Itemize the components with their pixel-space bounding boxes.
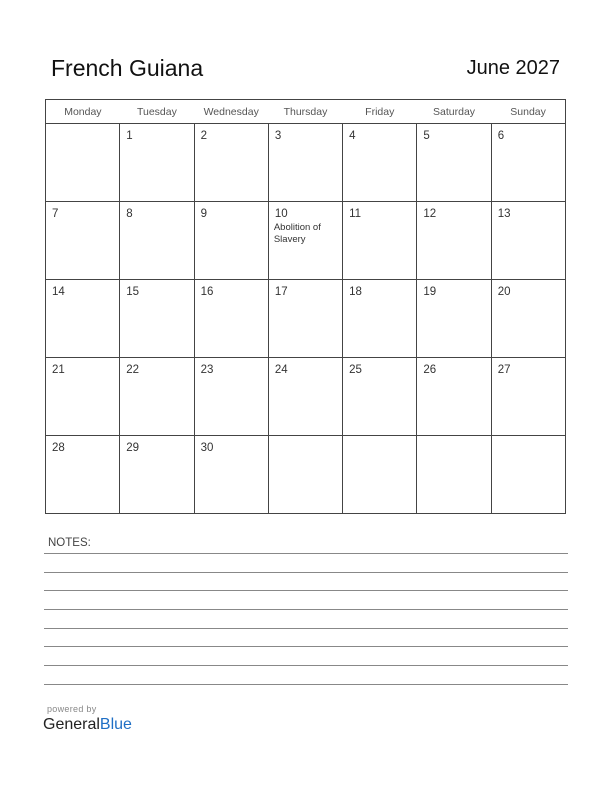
brand-logo — [43, 716, 132, 734]
calendar-day-cell — [343, 436, 417, 514]
day-number: 5 — [423, 130, 430, 142]
day-number: 16 — [200, 286, 214, 298]
calendar-day-cell — [194, 436, 268, 514]
day-number: 2 — [200, 130, 207, 142]
day-number: 18 — [349, 286, 362, 298]
calendar-day-cell — [120, 280, 194, 358]
weekday-wednesday: Wednesday — [194, 100, 268, 124]
calendar-week-row — [46, 358, 566, 436]
day-number: 7 — [52, 208, 59, 220]
weekday-friday: Friday — [343, 100, 417, 124]
calendar-day-cell — [46, 280, 120, 358]
calendar-day-cell — [194, 202, 268, 280]
weekday-tuesday: Tuesday — [120, 100, 194, 124]
calendar-day-cell — [343, 124, 417, 202]
day-number: 17 — [274, 286, 288, 298]
weekday-monday: Monday — [46, 100, 120, 124]
calendar-day-cell — [268, 358, 342, 436]
calendar-day-cell — [343, 358, 417, 436]
calendar-day-cell — [46, 202, 120, 280]
notes-line — [44, 609, 568, 610]
calendar-day-cell — [417, 124, 491, 202]
weekday-sunday: Sunday — [491, 100, 565, 124]
calendar-week-row — [46, 124, 566, 202]
weekday-saturday: Saturday — [417, 100, 491, 124]
calendar-country-title: French Guiana — [51, 55, 204, 81]
calendar-day-cell — [120, 202, 194, 280]
calendar-day-cell — [194, 358, 268, 436]
calendar-day-cell — [120, 124, 194, 202]
holiday-label: Abolition of Slavery — [273, 222, 321, 245]
day-number: 1 — [126, 130, 133, 142]
calendar-week-row — [46, 280, 566, 358]
calendar-week-row — [46, 436, 566, 514]
day-number: 21 — [52, 364, 65, 376]
day-number: 25 — [349, 364, 362, 376]
calendar-day-cell — [491, 358, 565, 436]
calendar-day-cell — [417, 202, 491, 280]
day-number: 10 — [274, 208, 288, 220]
day-number: 27 — [497, 364, 511, 376]
notes-line — [44, 572, 568, 573]
calendar-day-cell — [120, 436, 194, 514]
day-number: 15 — [126, 286, 140, 298]
calendar-week-row — [46, 202, 566, 280]
calendar-day-cell — [268, 280, 342, 358]
calendar-day-cell — [268, 124, 342, 202]
day-number: 9 — [200, 208, 207, 220]
day-number: 6 — [497, 130, 505, 142]
day-number: 19 — [423, 286, 437, 298]
day-number: 22 — [126, 364, 140, 376]
calendar-day-cell — [491, 280, 565, 358]
day-number: 28 — [52, 442, 65, 454]
day-number: 23 — [200, 364, 214, 376]
calendar-day-cell — [417, 358, 491, 436]
calendar-grid — [45, 99, 566, 514]
notes-line — [44, 553, 568, 554]
calendar-day-cell — [268, 202, 342, 280]
day-number: 20 — [497, 286, 511, 298]
calendar-day-cell — [491, 436, 565, 514]
brand-logo-blue: Blue — [99, 716, 132, 733]
calendar-day-cell — [491, 202, 565, 280]
calendar-day-cell — [343, 280, 417, 358]
calendar-day-cell — [417, 436, 491, 514]
notes-line — [44, 646, 568, 647]
day-number: 14 — [52, 286, 65, 298]
calendar-month-title: June 2027 — [466, 57, 560, 79]
calendar-day-cell — [491, 124, 565, 202]
day-number: 11 — [349, 208, 362, 220]
calendar-day-cell — [46, 436, 120, 514]
day-number: 12 — [423, 208, 437, 220]
calendar-day-cell — [46, 124, 120, 202]
weekday-thursday: Thursday — [268, 100, 342, 124]
calendar-day-cell — [194, 124, 268, 202]
day-number: 26 — [423, 364, 437, 376]
day-number: 13 — [497, 208, 511, 220]
day-number: 3 — [274, 130, 282, 142]
calendar-day-cell — [120, 358, 194, 436]
day-number: 24 — [274, 364, 288, 376]
day-number: 30 — [200, 442, 214, 454]
calendar-day-cell — [343, 202, 417, 280]
notes-line — [44, 590, 568, 591]
day-number: 8 — [126, 208, 133, 220]
brand-logo-general: General — [43, 716, 100, 733]
calendar-day-cell — [417, 280, 491, 358]
calendar-day-cell — [268, 436, 342, 514]
notes-line — [44, 684, 568, 685]
notes-line — [44, 665, 568, 666]
weekday-header-row — [46, 100, 566, 124]
notes-label: NOTES: — [48, 537, 91, 549]
powered-by-text: powered by — [47, 704, 97, 714]
notes-line — [44, 628, 568, 629]
day-number: 4 — [349, 130, 356, 142]
day-number: 29 — [126, 442, 140, 454]
calendar-day-cell — [194, 280, 268, 358]
calendar-day-cell — [46, 358, 120, 436]
